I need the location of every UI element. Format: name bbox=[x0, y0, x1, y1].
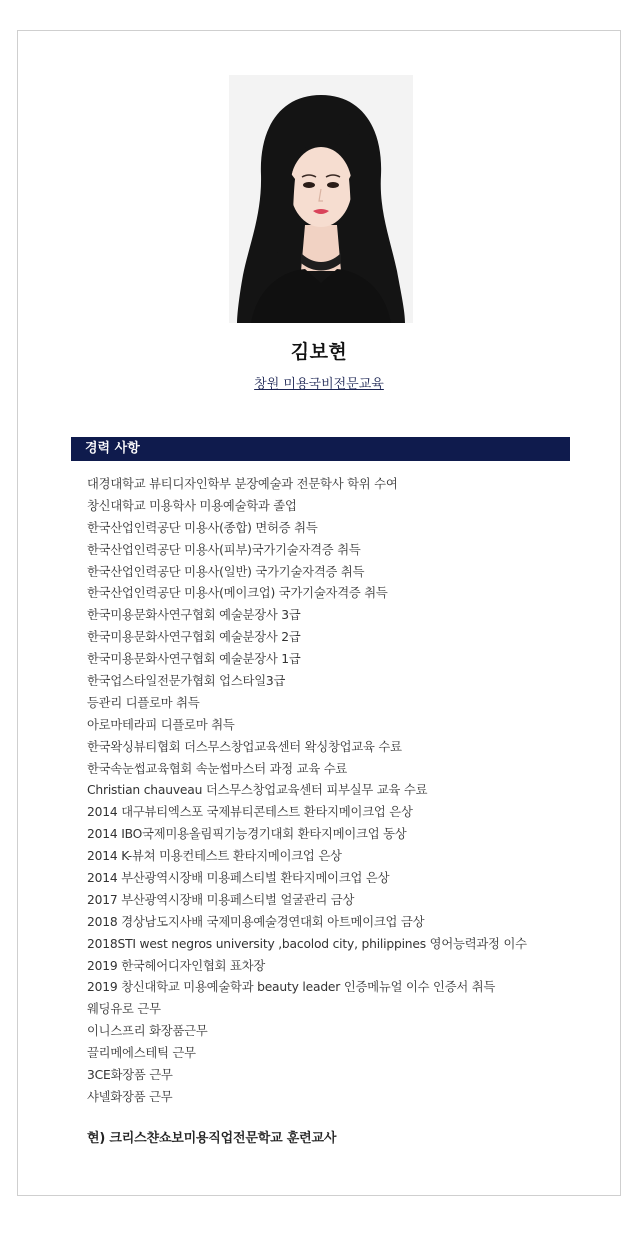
career-item: 2014 부산광역시장배 미용페스티벌 환타지메이크업 은상 bbox=[87, 871, 390, 886]
profile-photo bbox=[229, 75, 413, 323]
career-item: 2019 한국헤어디자인협회 표차장 bbox=[87, 958, 266, 973]
career-item: 대경대학교 뷰티디자인학부 분장예술과 전문학사 학위 수여 bbox=[87, 477, 398, 491]
career-item: 한국미용문화사연구협회 예술분장사 2급 bbox=[87, 630, 301, 645]
career-item: 웨딩유로 근무 bbox=[87, 1002, 161, 1017]
career-list bbox=[87, 474, 587, 1109]
career-item: 2017 부산광역시장배 미용페스티벌 얼굴관리 금상 bbox=[87, 892, 355, 907]
profile-card bbox=[17, 30, 621, 1196]
career-item: 2014 대구뷰티엑스포 국제뷰티콘테스트 환타지메이크업 은상 bbox=[87, 805, 413, 820]
career-item: 2014 K-뷰쳐 미용컨테스트 환타지메이크업 은상 bbox=[87, 849, 342, 864]
career-item: 창신대학교 미용학사 미용예술학과 졸업 bbox=[87, 498, 297, 513]
career-item: 2019 창신대학교 미용예술학과 beauty leader 인증메뉴얼 이수 인증서 취득 bbox=[87, 980, 496, 995]
career-section-header bbox=[71, 437, 570, 461]
career-item: 한국미용문화사연구협회 예술분장사 3급 bbox=[87, 608, 301, 623]
career-item: 한국왁싱뷰티협회 더스무스창업교육센터 왁싱창업교육 수료 bbox=[87, 739, 402, 754]
career-item: 등관리 디플로마 취득 bbox=[87, 695, 200, 710]
instructor-name: 김보현 bbox=[290, 341, 348, 363]
career-item: Christian chauveau 더스무스창업교육센터 피부실무 교육 수료 bbox=[87, 783, 428, 798]
career-item: 한국산업인력공단 미용사(메이크업) 국가기술자격증 취득 bbox=[87, 586, 388, 601]
career-item: 끌리메에스테틱 근무 bbox=[87, 1046, 196, 1061]
career-item: 2018 경상남도지사배 국제미용예술경연대회 아트메이크업 금상 bbox=[87, 914, 425, 929]
career-item: 한국업스타일전문가협회 업스타일3급 bbox=[87, 674, 286, 689]
course-link[interactable]: 창원 미용국비전문교육 bbox=[254, 377, 384, 392]
current-position: 현) 크리스챤쇼보미용직업전문학교 훈련교사 bbox=[87, 1131, 337, 1146]
career-item: 한국산업인력공단 미용사(종합) 면허증 취득 bbox=[87, 520, 318, 535]
career-item: 한국산업인력공단 미용사(일반) 국가기술자격증 취득 bbox=[87, 564, 365, 579]
career-item: 2014 IBO국제미용올림픽기능경기대회 환타지메이크업 동상 bbox=[87, 827, 407, 842]
career-item: 한국속눈썹교육협회 속눈썹마스터 과정 교육 수료 bbox=[87, 761, 348, 776]
course-subtitle bbox=[18, 373, 620, 392]
career-item: 이니스프리 화장품근무 bbox=[87, 1024, 208, 1039]
career-item: 한국산업인력공단 미용사(피부)국가기술자격증 취득 bbox=[87, 542, 361, 557]
career-item: 한국미용문화사연구협회 예술분장사 1급 bbox=[87, 652, 301, 667]
career-item: 아로마테라피 디플로마 취득 bbox=[87, 717, 235, 732]
career-item: 샤넬화장품 근무 bbox=[87, 1089, 173, 1104]
career-section-title: 경력 사항 bbox=[85, 441, 140, 456]
career-item: 3CE화장품 근무 bbox=[87, 1068, 173, 1083]
career-item: 2018STI west negros university ,bacolod city, philippines 영어능력과정 이수 bbox=[87, 936, 527, 951]
